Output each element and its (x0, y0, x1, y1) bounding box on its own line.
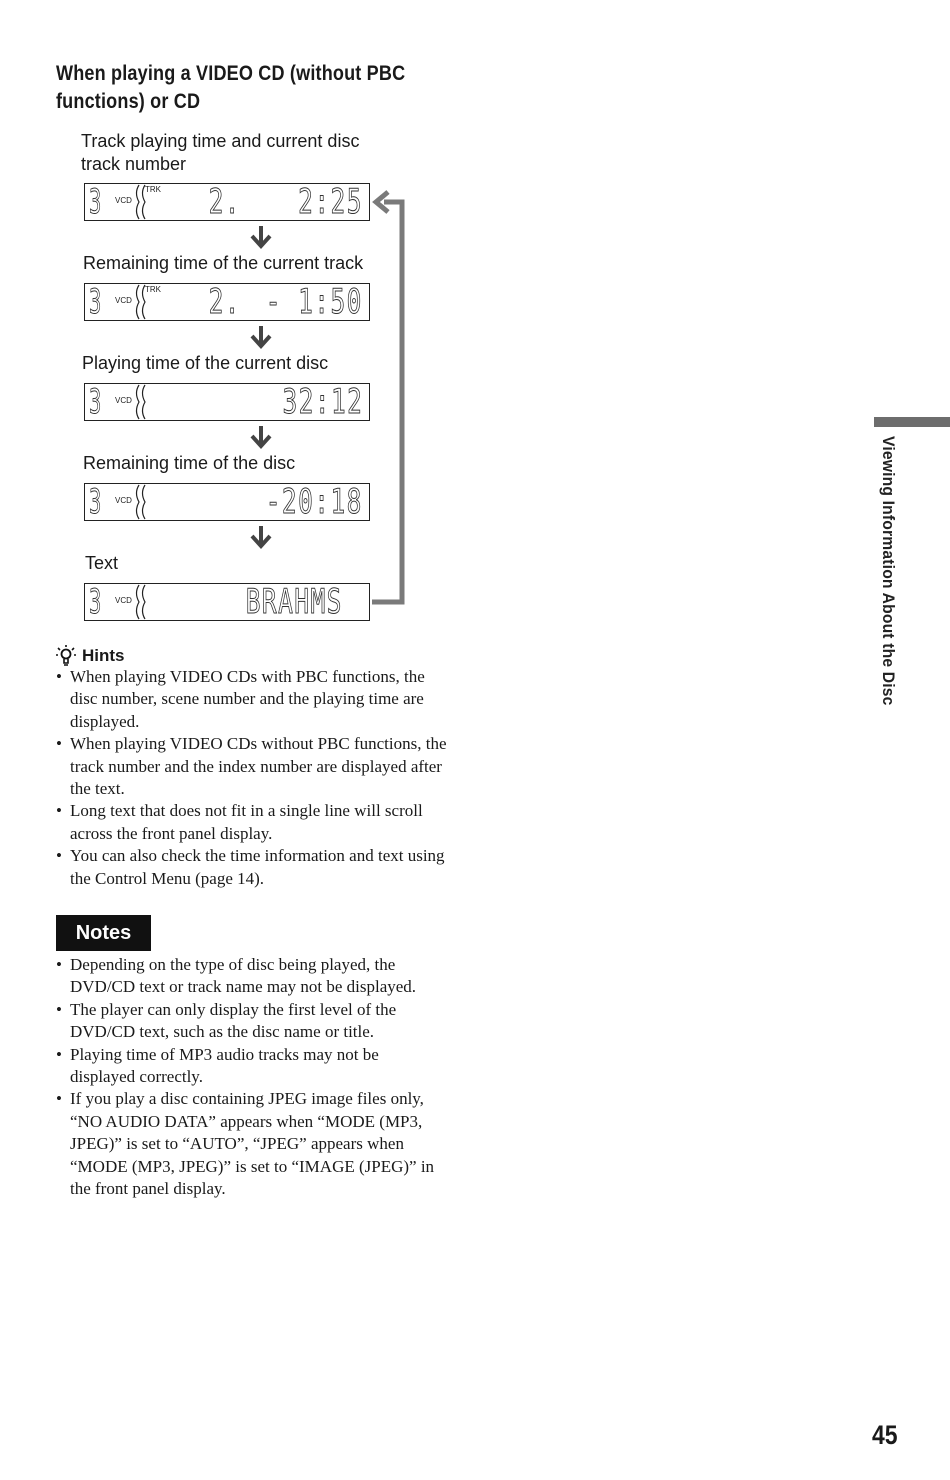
list-item: • Depending on the type of disc being played, the DVD/CD text or track name may not be displayed. (56, 954, 448, 999)
vcd-indicator: VCD (115, 496, 132, 505)
display-bracket-icon (133, 584, 151, 620)
step-label-line: track number (81, 154, 187, 174)
arrow-down-icon (249, 324, 273, 350)
step-label-line: Remaining time of the disc (83, 453, 296, 473)
disc-number: 3 (89, 382, 103, 422)
loop-back-arrow-icon (372, 190, 412, 610)
trk-indicator: TRK (145, 185, 161, 194)
display-value: 32:12 (282, 382, 363, 422)
list-item: • Playing time of MP3 audio tracks may not be displayed correctly. (56, 1044, 448, 1089)
disc-number: 3 (89, 582, 103, 622)
step-label (81, 130, 359, 176)
list-item: • The player can only display the first level of the DVD/CD text, such as the disc name or title. (56, 999, 448, 1044)
disc-number: 3 (89, 282, 103, 322)
arrow-down-icon (249, 424, 273, 450)
front-panel-display (84, 483, 370, 521)
step-label-line: Playing time of the current disc (82, 353, 329, 373)
list-item: • When playing VIDEO CDs without PBC functions, the track number and the index number are displayed after the text. (56, 733, 448, 800)
display-value: BRAHMS (245, 582, 343, 622)
hints-list (56, 666, 448, 890)
section-heading-line-1: When playing a VIDEO CD (without PBC (56, 62, 406, 85)
disc-number: 3 (89, 482, 103, 522)
page-number: 45 (872, 1420, 898, 1450)
front-panel-display (84, 183, 370, 221)
trk-indicator: TRK (145, 285, 161, 294)
display-value: - 1:50 (265, 282, 363, 322)
track-number: 2. (208, 182, 241, 222)
side-tab-text: Viewing Information About the Disc (879, 436, 898, 706)
step-label (85, 552, 118, 575)
display-bracket-icon (133, 484, 151, 520)
vcd-indicator: VCD (115, 196, 132, 205)
vcd-indicator: VCD (115, 296, 132, 305)
step-label (83, 452, 295, 475)
vcd-indicator: VCD (115, 596, 132, 605)
step-label (83, 252, 363, 275)
disc-number: 3 (89, 182, 103, 222)
notes-list (56, 954, 448, 1200)
step-label-line: Remaining time of the current track (83, 253, 364, 273)
hints-title: Hints (82, 646, 125, 665)
side-tab-bar (874, 417, 950, 427)
front-panel-display (84, 283, 370, 321)
display-bracket-icon (133, 384, 151, 420)
section-heading (56, 60, 417, 116)
front-panel-display (84, 383, 370, 421)
list-item: • If you play a disc containing JPEG image files only, “NO AUDIO DATA” appears when “MODE (MP3, JPEG)” is set to “AUTO”, “JPEG” appears when “MODE (MP3, JPEG)” is set to “IMAGE (JPEG)” in the front panel display. (56, 1088, 448, 1200)
arrow-down-icon (249, 224, 273, 250)
hints-heading (56, 644, 125, 667)
list-item: • You can also check the time information and text using the Control Menu (page 14). (56, 845, 448, 890)
front-panel-display (84, 583, 370, 621)
notes-heading: Notes (56, 915, 151, 951)
section-heading-line-2: functions) or CD (56, 90, 201, 113)
lightbulb-icon (56, 644, 76, 666)
list-item: • When playing VIDEO CDs with PBC functions, the disc number, scene number and the playing time are displayed. (56, 666, 448, 733)
arrow-down-icon (249, 524, 273, 550)
step-label-line: Track playing time and current disc (81, 131, 360, 151)
vcd-indicator: VCD (115, 396, 132, 405)
step-label-line: Text (85, 553, 119, 573)
display-value: -20:18 (265, 482, 363, 522)
track-number: 2. (208, 282, 241, 322)
display-value: 2:25 (298, 182, 363, 222)
list-item: • Long text that does not fit in a single line will scroll across the front panel display. (56, 800, 448, 845)
step-label (82, 352, 328, 375)
